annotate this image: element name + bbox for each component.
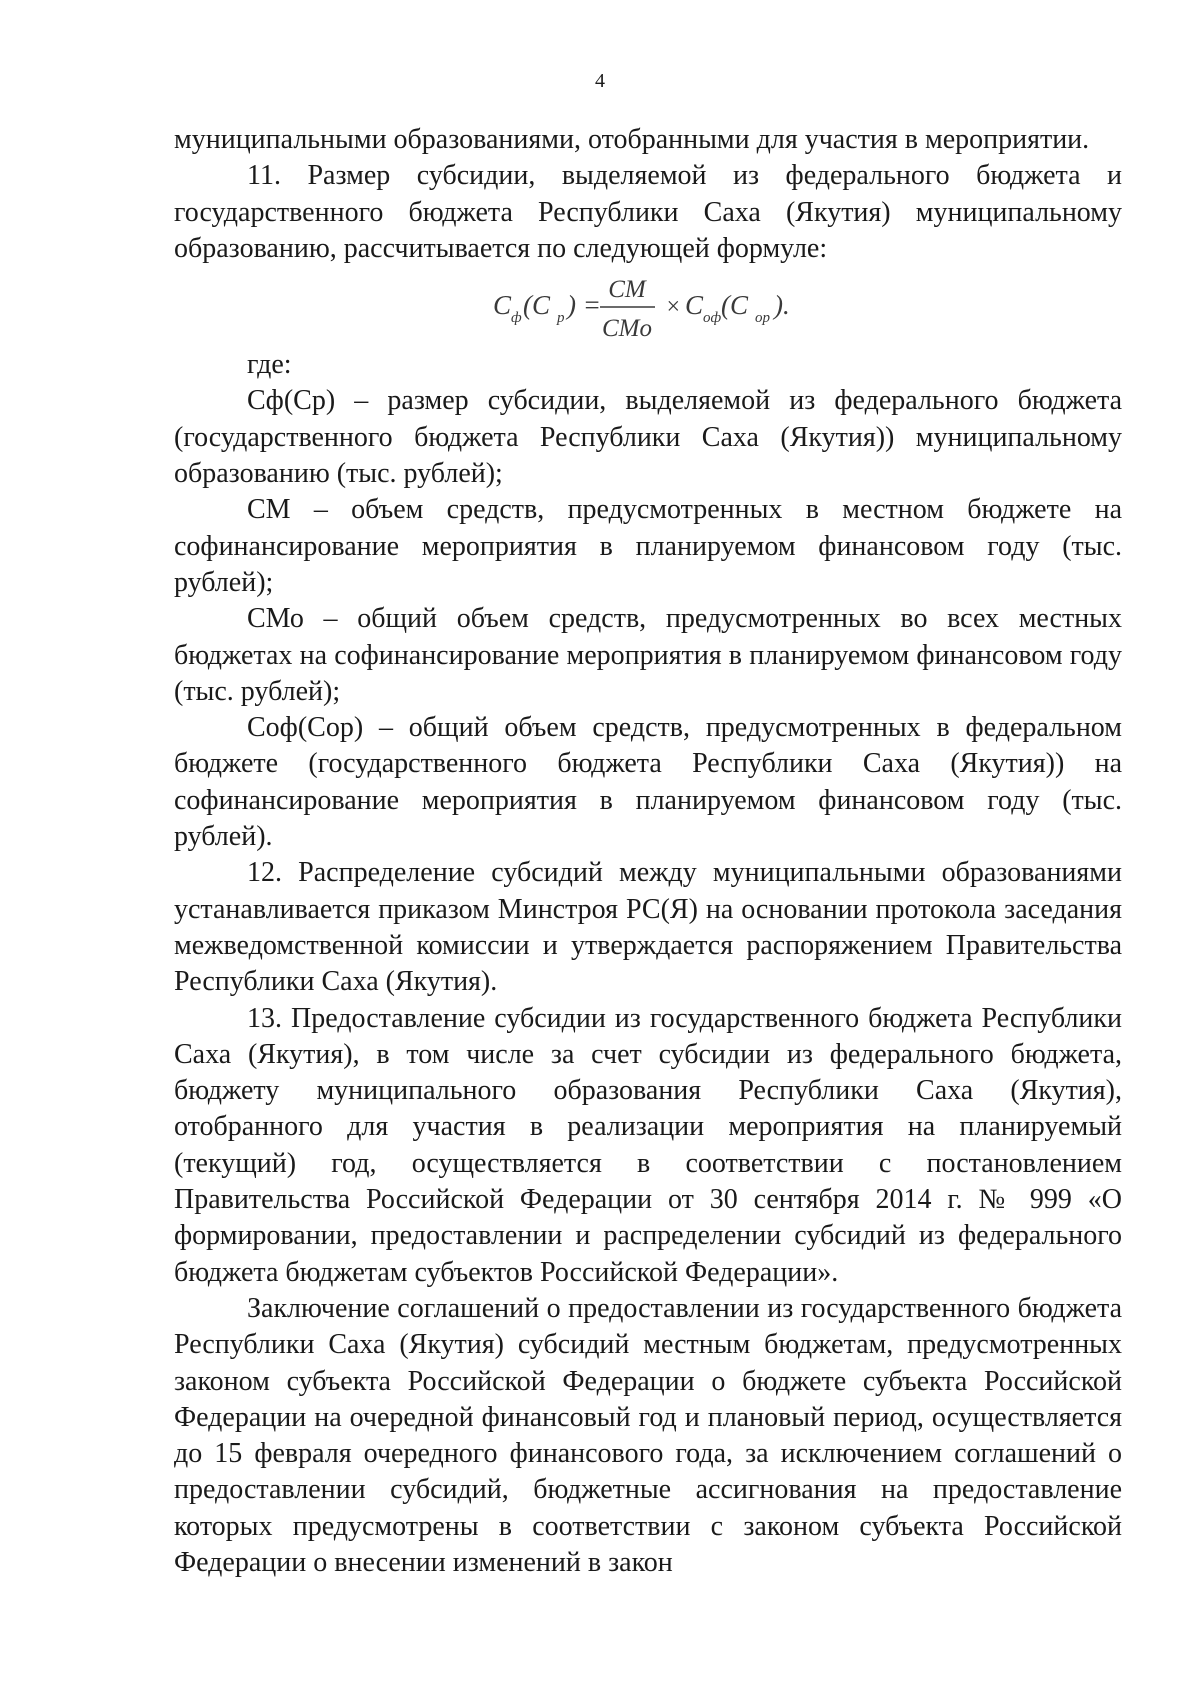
formula-lhs-paren-close: ) = bbox=[567, 290, 601, 321]
paragraph-13: 13. Предоставление субсидии из государственного бюджета Республики Саха (Якутия), в том числе за счет субсидии из федерального бюджета, бюджету муниципального образования Республики Саха (Якутия), отобранного для участия в реализации мероприятия на планируемый (текущий) год, осуществляется в соответствии с постановлением Правительства Российской Федерации от 30 сентября 2014 г. № 999 «О формировании, предоставлении и распределении субсидий из федерального бюджета бюджетам субъектов Российской Федерации». bbox=[174, 1002, 1122, 1288]
definition-sf: Сф(Ср) – размер субсидии, выделяемой из федерального бюджета (государственного бюджета Республики Саха (Якутия)) муниципальному образованию (тыс. рублей); bbox=[174, 385, 1122, 490]
page-number: 4 bbox=[595, 70, 605, 92]
formula-graphic bbox=[483, 267, 813, 347]
paragraph-11: 11. Размер субсидии, выделяемой из федерального бюджета и государственного бюджета Республики Саха (Якутия) муниципальному образованию, рассчитывается по следующей формуле: bbox=[174, 160, 1122, 264]
paragraph-12: 12. Распределение субсидий между муниципальными образованиями устанавливается приказом Минстроя РС(Я) на основании протокола заседания межведомственной комиссии и утверждается распоряжением Правительства Республики Саха (Якутия). bbox=[174, 857, 1122, 998]
formula-rhs-sub: оф bbox=[703, 310, 722, 327]
formula-rhs-paren-open: (C bbox=[721, 290, 748, 321]
paragraph-continuation: муниципальными образованиями, отобранными для участия в мероприятии. bbox=[174, 124, 1090, 155]
document-body bbox=[174, 122, 1122, 1581]
formula-rhs-paren-sub: ор bbox=[755, 310, 770, 327]
paragraph-where: где: bbox=[247, 349, 292, 381]
formula-lhs-paren-sub: р bbox=[557, 310, 565, 327]
formula-rhs-paren-close: ). bbox=[774, 290, 790, 321]
formula-lhs-sub: ф bbox=[511, 310, 522, 327]
formula-rhs-main: C bbox=[685, 290, 704, 321]
definition-sof: Соф(Сор) – общий объем средств, предусмотренных в федеральном бюджете (государственного бюджета Республики Саха (Якутия)) на софинансирование мероприятия в планируемом финансовом году (тыс. рублей). bbox=[174, 712, 1122, 853]
subsidy-formula bbox=[174, 267, 1122, 347]
paragraph-agreements: Заключение соглашений о предоставлении из государственного бюджета Республики Саха (Якутия) субсидий местным бюджетам, предусмотренных законом субъекта Российской Федерации о бюджете субъекта Российской Федерации на очередной финансовый год и плановый период, осуществляется до 15 февраля очередного финансового года, за исключением соглашений о предоставлении субсидий, бюджетные ассигнования на предоставление которых предусмотрены в соответствии с законом субъекта Российской Федерации о внесении изменений в закон bbox=[174, 1292, 1122, 1578]
formula-lhs-main: C bbox=[493, 290, 512, 321]
formula-numerator: CM bbox=[608, 276, 646, 304]
formula-times: × bbox=[665, 294, 682, 321]
definition-cm: СМ – объем средств, предусмотренных в местном бюджете на софинансирование мероприятия в планируемом финансовом году (тыс. рублей); bbox=[174, 494, 1122, 598]
formula-denominator: CMo bbox=[602, 315, 652, 343]
definition-cmo: СМо – общий объем средств, предусмотренных во всех местных бюджетах на софинансирование мероприятия в планируемом финансовом году (тыс. рублей); bbox=[174, 603, 1122, 707]
formula-lhs-paren-open: (C bbox=[523, 290, 550, 321]
